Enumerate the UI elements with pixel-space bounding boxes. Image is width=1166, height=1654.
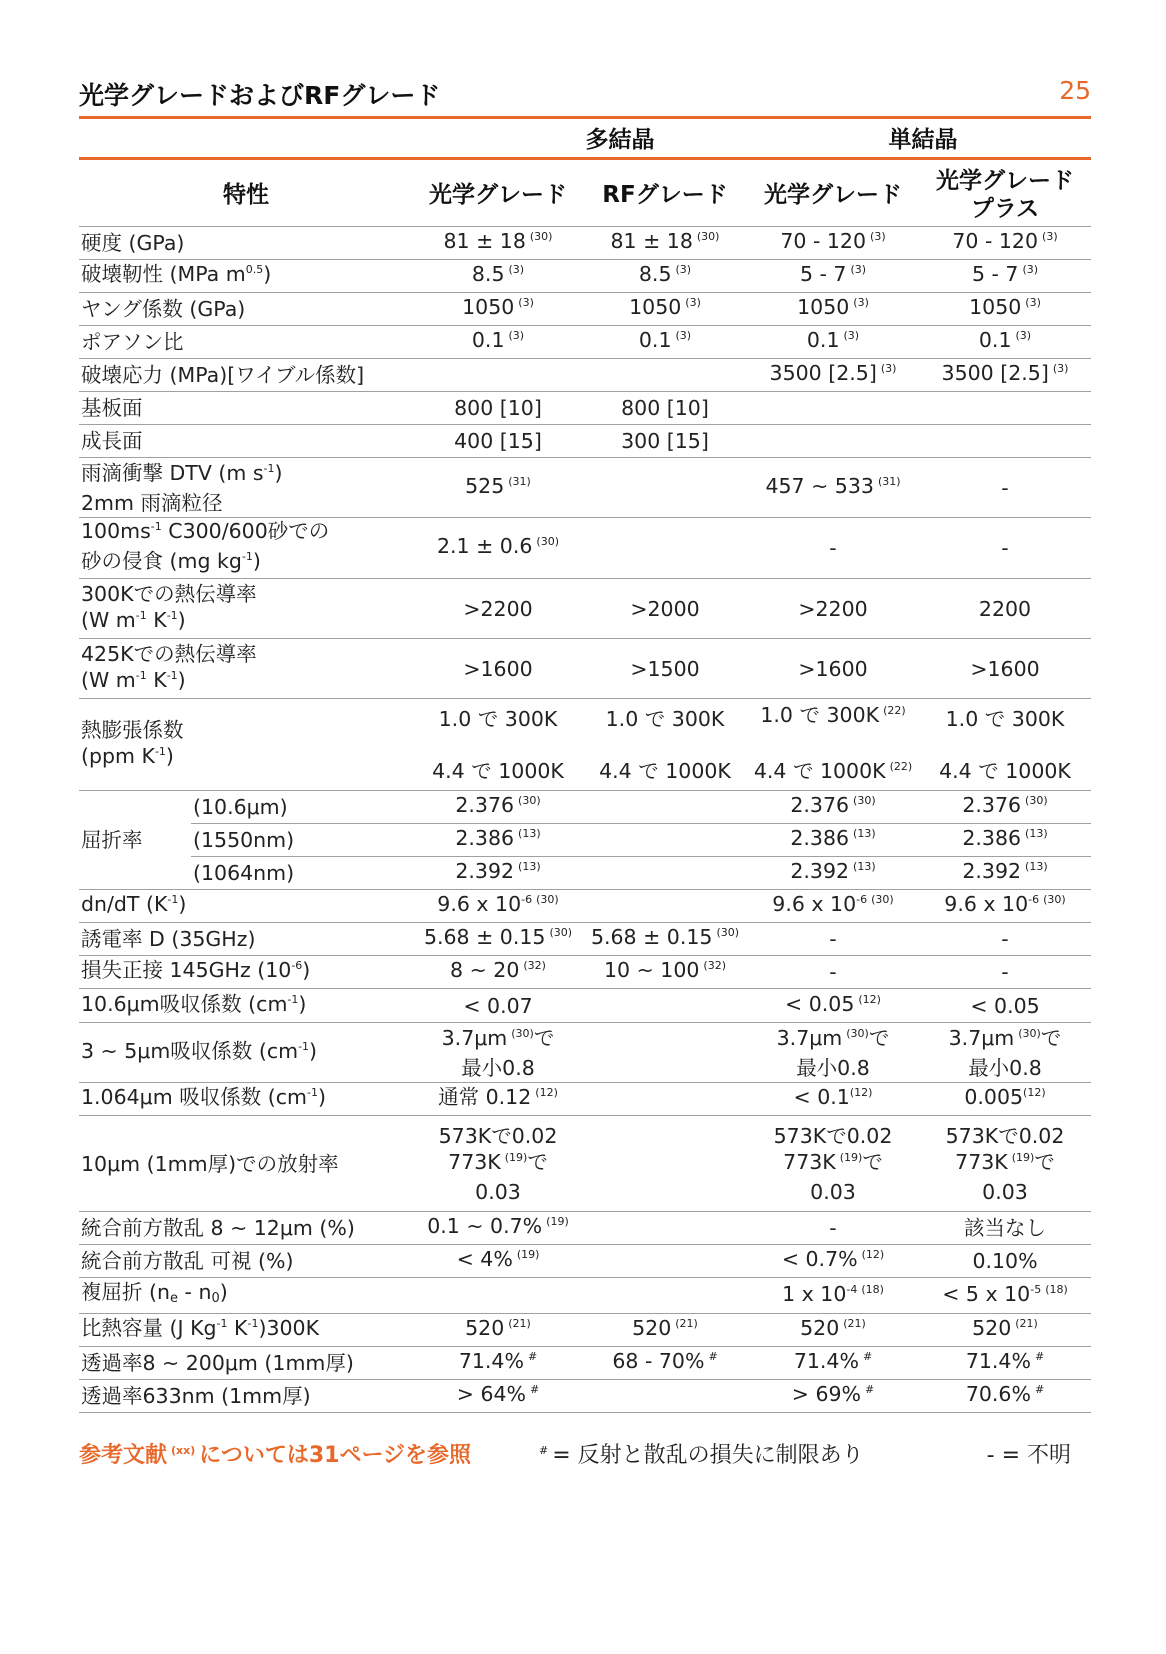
row-label: 1.064μm 吸収係数 $(cm^{-1})$ — [79, 1083, 413, 1116]
cell-value: 10 ~ 100 $^{(32)}$ — [583, 956, 747, 989]
cell-empty — [583, 518, 747, 579]
cell-value: 457 ~ 533 $^{(31)}$ — [747, 458, 919, 518]
cell-value: - — [747, 518, 919, 579]
cell-empty — [583, 1212, 747, 1245]
cell-value: 9.6 x $10^{-6}$ $^{(30)}$ — [747, 890, 919, 923]
row-label: 複屈折 $(n_e - n_0)$ — [79, 1278, 413, 1314]
cell-value: >1600 — [747, 639, 919, 699]
cell-value: 0.1 ~ 0.7% $^{(19)}$ — [413, 1212, 583, 1245]
cell-value: 2.386 $^{(13)}$ — [413, 824, 583, 857]
table-row — [79, 1245, 1091, 1278]
cell-value: - — [919, 923, 1091, 956]
cell-empty — [583, 1245, 747, 1278]
cell-value: 71.4% # — [747, 1347, 919, 1380]
cell-value: 5.68 ± 0.15 $^{(30)}$ — [583, 923, 747, 956]
cell-value: 9.6 x $10^{-6}$ $^{(30)}$ — [919, 890, 1091, 923]
row-label: 基板面 — [79, 392, 413, 425]
cell-value: < 0.05 — [919, 989, 1091, 1023]
cell-value: < 0.05 $^{(12)}$ — [747, 989, 919, 1023]
group-divider — [79, 157, 1091, 160]
cell-value: 525 $^{(31)}$ — [413, 458, 583, 518]
row-label: 透過率633nm (1mm厚) — [79, 1380, 413, 1413]
cell-value: 1050 $^{(3)}$ — [413, 293, 583, 326]
row-label: 10μm (1mm厚)での放射率 — [79, 1116, 413, 1212]
cell-value: 520 $^{(21)}$ — [747, 1314, 919, 1347]
page-number: 25 — [1059, 76, 1091, 105]
table-row — [79, 392, 1091, 425]
header-poly-optical: 光学グレード — [413, 164, 583, 227]
reference-note: 参考文献 $^{(xx)}$ については31ページを参照 — [79, 1443, 472, 1468]
group-polycrystalline: 多結晶 — [585, 127, 655, 153]
table-row — [79, 1023, 1091, 1083]
cell-value: 800 [10] — [583, 392, 747, 425]
row-label: 10.6μm吸収係数 $(cm^{-1})$ — [79, 989, 413, 1023]
cell-value: > 69% # — [747, 1380, 919, 1413]
cell-value: >2000 — [583, 579, 747, 639]
sub-label: (1064nm) — [191, 857, 413, 890]
cell-value: 1 x $10^{-4}$ $^{(18)}$ — [747, 1278, 919, 1314]
cell-value: >2200 — [747, 579, 919, 639]
row-label: 硬度 (GPa) — [79, 227, 413, 260]
table-row — [79, 699, 1091, 791]
table-row — [79, 1116, 1091, 1212]
table-row — [79, 579, 1091, 639]
table-row — [79, 1380, 1091, 1413]
row-label: dn/dT $(K^{-1})$ — [79, 890, 413, 923]
row-label: 3 ~ 5μm吸収係数 $(cm^{-1})$ — [79, 1023, 413, 1083]
footnotes — [79, 1438, 1091, 1468]
table-row — [79, 639, 1091, 699]
header-property: 特性 — [79, 164, 413, 227]
cell-value: >2200 — [413, 579, 583, 639]
row-label: 熱膨張係数 (ppm $K^{-1}$) — [79, 699, 413, 791]
cell-value: 2.392 $^{(13)}$ — [747, 857, 919, 890]
page-title: 光学グレードおよびRFグレード — [79, 81, 441, 110]
cell-value: 520 $^{(21)}$ — [583, 1314, 747, 1347]
cell-value: 2200 — [919, 579, 1091, 639]
row-label: 損失正接 145GHz $(10^{-6})$ — [79, 956, 413, 989]
cell-value: 3.7μm $^{(30)}$で 最小0.8 — [413, 1023, 583, 1083]
cell-value: 68 - 70% # — [583, 1347, 747, 1380]
row-label: $100ms^{-1}$ C300/600砂での 砂の侵食 (mg $kg^{-1}$) — [79, 518, 413, 579]
cell-value: - — [919, 518, 1091, 579]
table-row — [79, 956, 1091, 989]
cell-value: 70 - 120 $^{(3)}$ — [747, 227, 919, 260]
cell-empty — [919, 392, 1091, 425]
table-row — [79, 890, 1091, 923]
cell-value: - — [747, 1212, 919, 1245]
cell-value: 71.4% # — [919, 1347, 1091, 1380]
cell-value: 1.0 で 300K $^{(22)}$ 4.4 で 1000K $^{(22)}$ — [747, 699, 919, 791]
table-row — [79, 227, 1091, 260]
row-label: 透過率8 ~ 200μm (1mm厚) — [79, 1347, 413, 1380]
cell-value: 3.7μm $^{(30)}$で 最小0.8 — [919, 1023, 1091, 1083]
table-row — [79, 458, 1091, 518]
cell-value: 520 $^{(21)}$ — [413, 1314, 583, 1347]
table-row — [79, 293, 1091, 326]
row-label: 比熱容量 (J $Kg^{-1}$ $K^{-1})300K$ — [79, 1314, 413, 1347]
cell-value: 71.4% # — [413, 1347, 583, 1380]
cell-value: 0.10% — [919, 1245, 1091, 1278]
cell-value: 8 ~ 20 $^{(32)}$ — [413, 956, 583, 989]
cell-value: 2.376 $^{(30)}$ — [747, 791, 919, 824]
table-row — [79, 425, 1091, 458]
cell-value: >1500 — [583, 639, 747, 699]
cell-empty — [583, 1278, 747, 1314]
cell-value: 5.68 ± 0.15 $^{(30)}$ — [413, 923, 583, 956]
cell-value: 0.1 $^{(3)}$ — [583, 326, 747, 359]
cell-value: < 5 x $10^{-5}$ $^{(18)}$ — [919, 1278, 1091, 1314]
cell-value: 520 $^{(21)}$ — [919, 1314, 1091, 1347]
header-poly-rf: RFグレード — [583, 164, 747, 227]
row-label: 破壊応力 (MPa)[ワイブル係数] — [79, 359, 413, 392]
cell-value: 通常 0.12 $^{(12)}$ — [413, 1083, 583, 1116]
row-label: 統合前方散乱 8 ~ 12μm (%) — [79, 1212, 413, 1245]
cell-empty — [583, 791, 747, 824]
table-row — [79, 1212, 1091, 1245]
cell-empty — [747, 392, 919, 425]
cell-value: >1600 — [413, 639, 583, 699]
cell-value: 1.0 で 300K 4.4 で 1000K — [583, 699, 747, 791]
cell-value: 3.7μm $^{(30)}$で 最小0.8 — [747, 1023, 919, 1083]
sub-label: (1550nm) — [191, 824, 413, 857]
cell-value: 573Kで0.02 773K $^{(19)}$で 0.03 — [919, 1116, 1091, 1212]
cell-value: 1.0 で 300K 4.4 で 1000K — [413, 699, 583, 791]
spec-table — [79, 164, 1091, 1413]
cell-value: 1.0 で 300K 4.4 で 1000K — [919, 699, 1091, 791]
cell-empty — [583, 857, 747, 890]
cell-value: 800 [10] — [413, 392, 583, 425]
row-label: 破壊靭性 (MPa $m^{0.5}$) — [79, 260, 413, 293]
cell-value: 1050 $^{(3)}$ — [919, 293, 1091, 326]
table-row — [79, 923, 1091, 956]
sub-label: (10.6μm) — [191, 791, 413, 824]
cell-value: 70.6% # — [919, 1380, 1091, 1413]
cell-value: 0.1 $^{(3)}$ — [919, 326, 1091, 359]
cell-value: 81 ± 18 $^{(30)}$ — [413, 227, 583, 260]
unknown-note: - = 不明 — [986, 1443, 1071, 1468]
cell-empty — [583, 458, 747, 518]
cell-value: 2.1 ± 0.6 $^{(30)}$ — [413, 518, 583, 579]
row-label: ポアソン比 — [79, 326, 413, 359]
cell-value: 9.6 x $10^{-6}$ $^{(30)}$ — [413, 890, 583, 923]
row-label: 屈折率 — [79, 791, 191, 890]
table-row — [79, 326, 1091, 359]
cell-value: 3500 [2.5] $^{(3)}$ — [919, 359, 1091, 392]
table-row — [79, 1347, 1091, 1380]
hash-note: # = 反射と散乱の損失に制限あり — [539, 1443, 864, 1468]
cell-value: < 0.7% $^{(12)}$ — [747, 1245, 919, 1278]
cell-empty — [413, 1278, 583, 1314]
row-label: 誘電率 D (35GHz) — [79, 923, 413, 956]
group-single-crystal: 単結晶 — [888, 127, 958, 153]
table-row — [79, 824, 1091, 857]
table-row — [79, 791, 1091, 824]
header-single-optical-plus: 光学グレード プラス — [919, 164, 1091, 227]
row-label: ヤング係数 (GPa) — [79, 293, 413, 326]
cell-value: - — [747, 956, 919, 989]
cell-value: - — [747, 923, 919, 956]
cell-value: >1600 — [919, 639, 1091, 699]
cell-empty — [583, 1083, 747, 1116]
table-row — [79, 857, 1091, 890]
cell-empty — [583, 824, 747, 857]
cell-empty — [583, 1023, 747, 1083]
table-row — [79, 518, 1091, 579]
cell-value: 0.1 $^{(3)}$ — [747, 326, 919, 359]
table-row — [79, 260, 1091, 293]
cell-value: 該当なし — [919, 1212, 1091, 1245]
cell-value: < 0.07 — [413, 989, 583, 1023]
cell-value: 2.386 $^{(13)}$ — [747, 824, 919, 857]
cell-value: 2.376 $^{(30)}$ — [919, 791, 1091, 824]
cell-value: 0.1 $^{(3)}$ — [413, 326, 583, 359]
cell-value: 2.376 $^{(30)}$ — [413, 791, 583, 824]
cell-value: 5 - 7 $^{(3)}$ — [747, 260, 919, 293]
cell-value: < 4% $^{(19)}$ — [413, 1245, 583, 1278]
header-single-optical: 光学グレード — [747, 164, 919, 227]
cell-empty — [413, 359, 583, 392]
cell-value: - — [919, 956, 1091, 989]
cell-empty — [583, 359, 747, 392]
table-row — [79, 989, 1091, 1023]
cell-value: 2.392 $^{(13)}$ — [413, 857, 583, 890]
cell-value: 0.005$^{(12)}$ — [919, 1083, 1091, 1116]
table-row — [79, 359, 1091, 392]
cell-empty — [583, 1116, 747, 1212]
cell-value: - — [919, 458, 1091, 518]
cell-value: 1050 $^{(3)}$ — [583, 293, 747, 326]
cell-value: 8.5 $^{(3)}$ — [583, 260, 747, 293]
cell-value: 2.386 $^{(13)}$ — [919, 824, 1091, 857]
cell-value: 3500 [2.5] $^{(3)}$ — [747, 359, 919, 392]
page-header — [79, 74, 1091, 119]
cell-empty — [583, 989, 747, 1023]
cell-value: 573Kで0.02 773K $^{(19)}$で 0.03 — [747, 1116, 919, 1212]
cell-value: 573Kで0.02 773K $^{(19)}$で 0.03 — [413, 1116, 583, 1212]
row-label: 雨滴衝撃 DTV (m $s^{-1}$) 2mm 雨滴粒径 — [79, 458, 413, 518]
cell-value: 300 [15] — [583, 425, 747, 458]
row-label: 300Kでの熱伝導率 (W $m^{-1}$ $K^{-1}$) — [79, 579, 413, 639]
table-row — [79, 1083, 1091, 1116]
row-label: 成長面 — [79, 425, 413, 458]
cell-value: 5 - 7 $^{(3)}$ — [919, 260, 1091, 293]
cell-value: > 64% # — [413, 1380, 583, 1413]
cell-empty — [583, 890, 747, 923]
cell-value: 81 ± 18 $^{(30)}$ — [583, 227, 747, 260]
cell-value: 1050 $^{(3)}$ — [747, 293, 919, 326]
header-row — [79, 164, 1091, 227]
row-label: 425Kでの熱伝導率 (W $m^{-1}$ $K^{-1}$) — [79, 639, 413, 699]
cell-empty — [583, 1380, 747, 1413]
cell-value: 400 [15] — [413, 425, 583, 458]
cell-value: 8.5 $^{(3)}$ — [413, 260, 583, 293]
cell-empty — [747, 425, 919, 458]
cell-empty — [919, 425, 1091, 458]
table-row — [79, 1278, 1091, 1314]
row-label: 統合前方散乱 可視 (%) — [79, 1245, 413, 1278]
cell-value: 2.392 $^{(13)}$ — [919, 857, 1091, 890]
cell-value: < $0.1^{(12)}$ — [747, 1083, 919, 1116]
cell-value: 70 - 120 $^{(3)}$ — [919, 227, 1091, 260]
table-row — [79, 1314, 1091, 1347]
